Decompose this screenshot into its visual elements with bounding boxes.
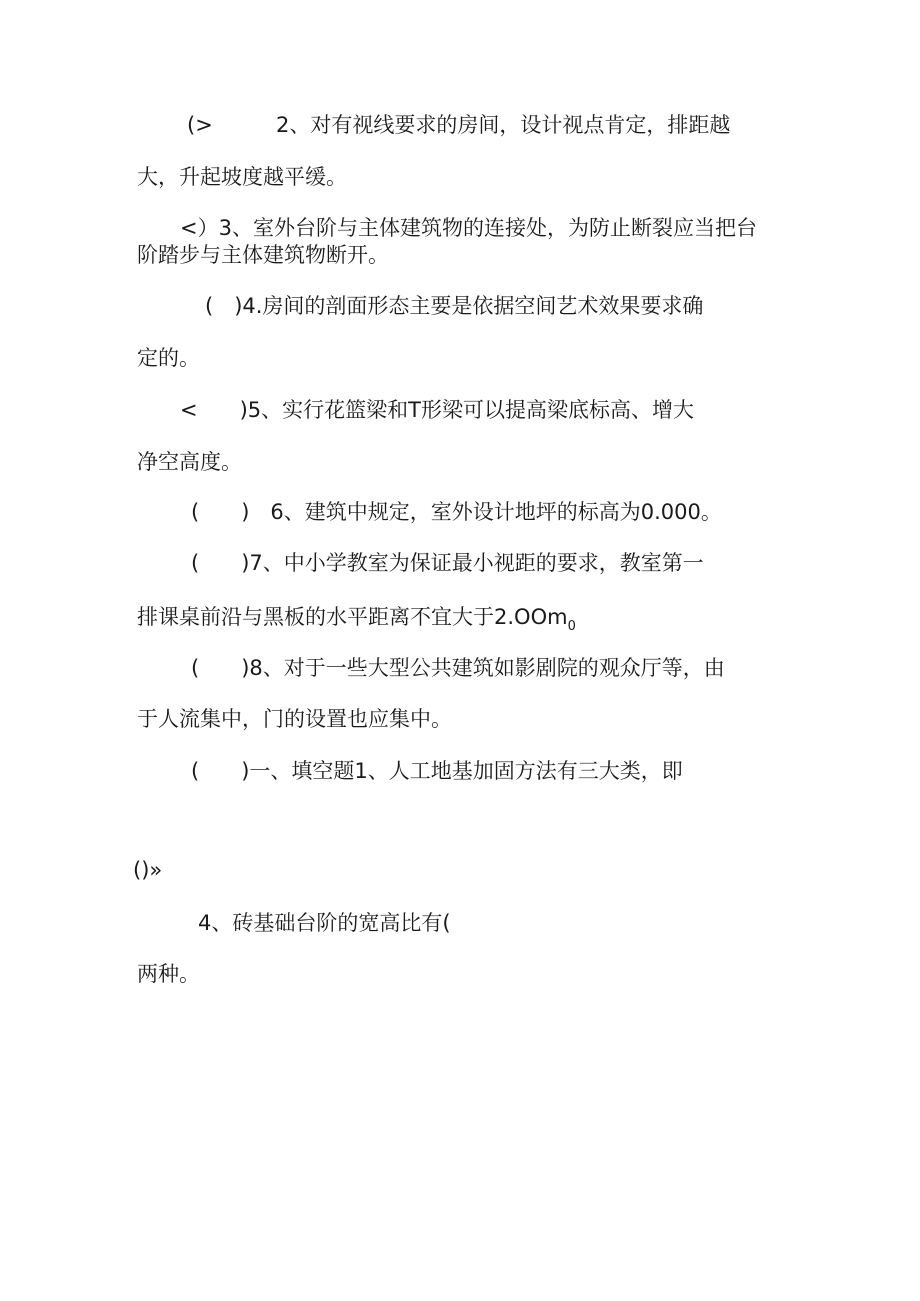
q2-text-line1: 2、对有视线要求的房间，设计视点肯定，排距越: [276, 113, 731, 137]
fill-in-q4-line2: 两种。: [137, 962, 200, 986]
q5-text-line2: 净空高度。: [137, 450, 242, 474]
q8-text-line2: 于人流集中，门的设置也应集中。: [137, 707, 452, 731]
q2-answer-bracket: (>: [187, 113, 213, 137]
q7-text-main: 排课桌前沿与黑板的水平距离不宜大于2.OOm: [137, 605, 568, 629]
q3-text-line1: <）3、室外台阶与主体建筑物的连接处，为防止断裂应当把台: [180, 216, 757, 240]
q5-text-line1: < )5、实行花篮梁和T形梁可以提高梁底标高、增大: [180, 398, 694, 422]
q2-text-line2: 大，升起坡度越平缓。: [137, 165, 347, 189]
q7-text-line1: ( )7、中小学教室为保证最小视距的要求，教室第一: [191, 551, 704, 575]
fill-in-q4-line1: 4、砖基础台阶的宽高比有(: [198, 911, 451, 935]
q8-text-line1: ( )8、对于一些大型公共建筑如影剧院的观众厅等，由: [191, 656, 725, 680]
q4-text-line2: 定的。: [137, 346, 200, 370]
q7-text-line2: [137, 603, 576, 635]
fill-in-heading-q1: ( )一、填空题1、人工地基加固方法有三大类，即: [191, 759, 683, 783]
q3-text-line2: 阶踏步与主体建筑物断开。: [137, 243, 389, 267]
q4-text-line1: ( )4.房间的剖面形态主要是依据空间艺术效果要求确: [205, 294, 704, 318]
fill-in-q1-answer: ()»: [133, 858, 163, 882]
q7-subscript: 0: [567, 619, 576, 634]
q6-text: ( ) 6、建筑中规定，室外设计地坪的标高为0.000。: [191, 500, 722, 524]
